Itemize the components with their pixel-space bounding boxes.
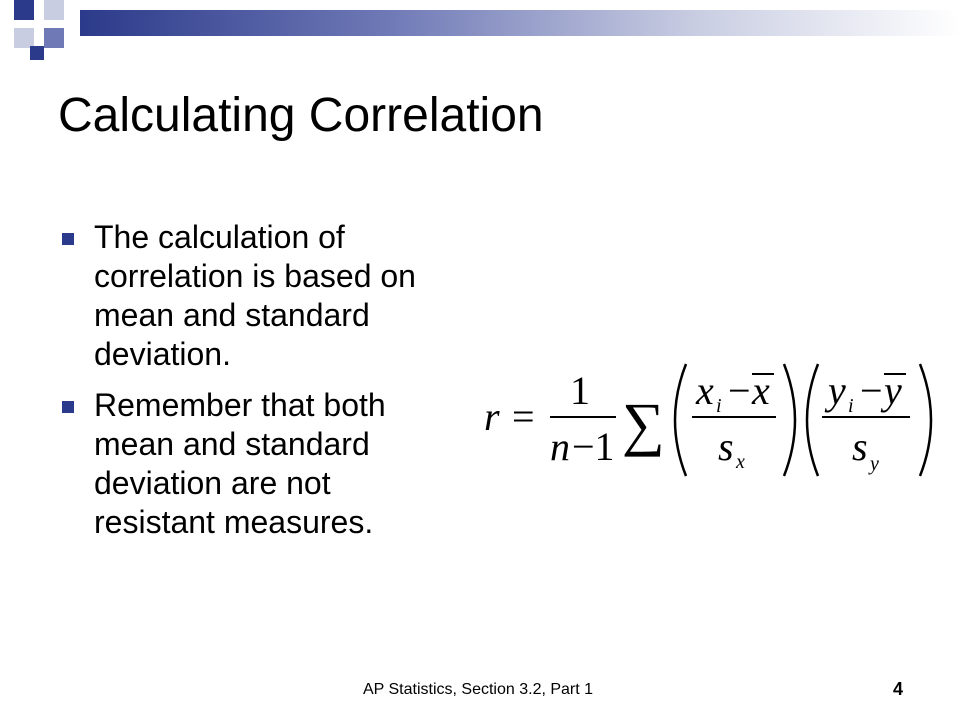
formula-minus: −	[728, 368, 751, 413]
sigma-symbol: ∑	[622, 391, 665, 457]
left-paren-1	[675, 364, 686, 476]
formula-lhs: r	[484, 394, 500, 439]
bullet-item	[60, 386, 450, 542]
formula-x: x	[696, 368, 714, 413]
formula-minus-2: −	[860, 368, 883, 413]
formula-y: y	[828, 368, 846, 413]
formula-sx: s	[718, 424, 734, 469]
subscript-y: y	[870, 453, 879, 475]
formula-xbar: x	[752, 368, 770, 413]
formula-sy: s	[852, 424, 868, 469]
formula-ybar: y	[884, 368, 902, 413]
corner-square-5	[30, 46, 44, 60]
square-bullet-icon	[62, 233, 74, 245]
right-paren-2	[920, 364, 931, 476]
bullet-list	[60, 218, 450, 554]
bullet-text: Remember that both mean and standard deviation are not resistant measures.	[94, 387, 386, 540]
slide-footer: AP Statistics, Section 3.2, Part 1	[363, 681, 594, 698]
corner-square-1	[14, 0, 34, 20]
formula-equals: =	[512, 394, 535, 439]
right-paren-1	[784, 364, 795, 476]
left-paren-2	[807, 364, 818, 476]
subscript-x: x	[736, 451, 745, 473]
corner-square-4	[44, 28, 64, 48]
corner-square-3	[14, 28, 34, 48]
formula-minus-one: −1	[572, 424, 615, 469]
header-gradient-band	[80, 10, 960, 36]
square-bullet-icon	[62, 401, 74, 413]
correlation-formula	[478, 352, 948, 482]
bullet-item	[60, 218, 450, 374]
subscript-i: i	[716, 395, 722, 417]
page-number: 4	[893, 679, 904, 699]
corner-square-2	[44, 0, 64, 20]
bullet-text: The calculation of correlation is based on mean and standard deviation.	[94, 219, 416, 372]
subscript-i-2: i	[848, 395, 854, 417]
slide-title: Calculating Correlation	[58, 89, 544, 142]
formula-n: n	[550, 424, 570, 469]
formula-one: 1	[570, 368, 590, 413]
